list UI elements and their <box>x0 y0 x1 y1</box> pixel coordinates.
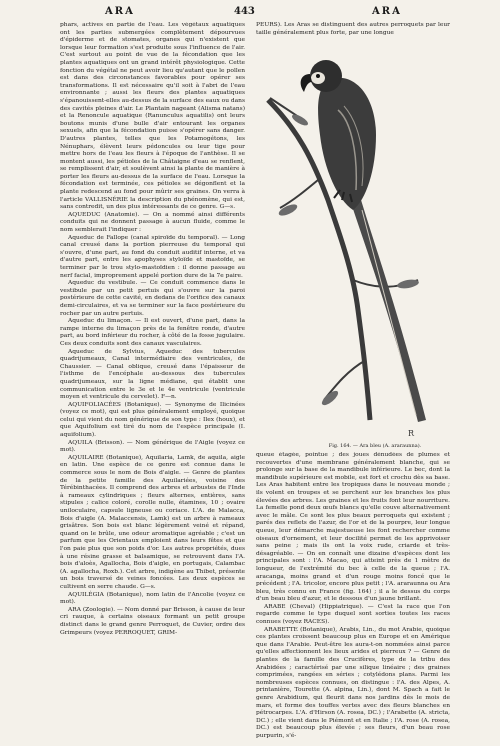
parrot-beak <box>301 74 312 92</box>
left-column <box>60 22 245 742</box>
paragraph-ara-description: queue étagée, pointue ; des joues dénudées de plumes et recouvertes d'une membrane généralement blanche, qui se prolonge sur la base de la mandibule inférieure. Le bec, dont la mandibule supérieure est mobile, est fort et crochu dès sa base. Les Aras habitent entre les tropiques dans le nouveau monde ; ils volent en troupes et se perchent sur les branches les plus élevées des arbres. Les graines et les fruits font leur nourriture. La femelle pond deux œufs blancs qu'elle couve alternativement avec le mâle. Ce sont les plus beaux perroquets qui existent ; parés des reflets de l'azur, de l'or et de la pourpre, leur longue queue, leur démarche majestueuse les font rechercher comme oiseaux d'ornement, et leur docilité permet de les apprivoiser sans peine ; mais ils ont la voix rude, criarde et très-désagréable. — On en connaît une dizaine d'espèces dont les principales sont : l'A. Macao, qui atteint près de 1 mètre de longueur, de l'extrémité du bec à celle de la queue ; l'A. aracanga, moins grand et d'un rouge moins foncé que le précédent ; l'A. tricolor, encore plus petit ; l'A. araraunna ou Ara bleu, très connu en France (fig. 164) ; il a le dessus du corps d'un beau bleu d'azur, et le dessous d'un jaune brillant. <box>256 452 450 603</box>
parrot-drawing <box>258 40 450 442</box>
parrot-illustration <box>258 40 450 442</box>
paragraph-plantes-aquatiques: phars, actives en partie de l'eau. Les végétaux aquatiques ont les parties submergées complètement dépourvues d'épiderme et de stomates, organes qui n'existent que lorsque leur formation s'est produite sous l'influence de l'air. C'est surtout au point de vue de la fécondation que les plantes aquatiques ont un grand intérêt physiologique. Cette fonction du végétal ne peut avoir lieu qu'autant que le pollen est dans des circonstances favorables pour opérer ses transformations. Il est nécessaire qu'il soit à l'abri de l'eau environnante ; aussi les fleurs des plantes aquatiques s'épanouissent-elles au-dessus de la surface des eaux ou dans des cavités pleines d'air. Le Plantain nageant (Alisma natans) et la Renoncule aquatique (Ranunculus aquatilis) ont leurs boutons munis d'une bulle d'air entourant les organes sexuels, afin que la fécondation puisse s'opérer sans danger. D'autres plantes, telles que les Potamogétons, les Nénuphars, élèvent leurs pédoncules ou leur tige pour mettre hors de l'eau les fleurs à l'époque de l'anthèse. Il se montent aussi, les pétioles de la Châtaigne d'eau se renflent, se remplissent d'air, et soulèvent ainsi la plante de manière à porter les fleurs au-dessus de la surface de l'eau. Lorsque la fécondation est terminée, ces pétioles se dégonflent et la plante redescend au fond pour mûrir ses graines. On verra à l'article VALLISNÉRIE la description du phénomène, qui est, sans contredit, un des plus intéressants de ce genre. G—s. <box>60 22 245 211</box>
right-column-bottom <box>256 452 450 742</box>
paragraph-ara-continued: PEURS). Les Aras se distinguent des autres perroquets par leur taille généralement plus forte, par une longue <box>256 22 450 36</box>
paragraph-aquifoliacees: AQUIFOLIACÉES (Botanique). — Synonyme de Ilicinées (voyez ce mot), qui est plus généralement employé, quoique celui qui vient du nom générique de son type : Ilex (houx), et que Aquifolium est tiré du nom de l'espèce principale (I. aquifolium). <box>60 401 245 439</box>
page-number: 443 <box>234 6 255 17</box>
paragraph-aqueduc-sylvius: Aqueduc de Sylvius, Aqueduc des tubercules quadrijumeaux, Canal intermédiaire des ventricules, de Chaussier. — Canal oblique, creusé dans l'épaisseur de l'isthme de l'encéphale au-dessous des tubercules quadrijumeaux, sur la ligne médiane, qui établit une communication entre le 3e et le 4e ventricule (ventricule moyen et ventricule du cervelet). F—n. <box>60 348 245 401</box>
paragraph-aqueduc: AQUEDUC (Anatomie). — On a nommé ainsi différents conduits qui ne donnent passage à aucun fluide, comme le nom semblerait l'indiquer : <box>60 211 245 234</box>
figure-caption: Fig. 164. — Ara bleu (A. araraunna). <box>328 443 422 449</box>
paragraph-aquilaire: AQUILAIRE (Botanique), Aquilaria, Lamk, de aquila, aigle en latin. Une espèce de ce genre est connue dans le commerce sous le nom de Bois d'aigle. — Genre de plantes de la petite famille des Aquilariées, voisine des Térébinthacées. Il comprend des arbres et arbustes de l'Inde à rameaux cylindriques ; fleurs alternes, entières, sans stipules ; calice coloré, corolle nulle, étamines, 10 ; ovaire uniloculaire, capsule ligneuse ou coriace. L'A. de Malacca, Bois d'aigle (A. Malaccensis, Lamk) est un arbre à rameaux grisâtres. Son bois est blanc légèrement veiné et répand, quand on le brûle, une odeur aromatique agréable ; c'est un parfum que les Orientaux emploient dans leurs fêtes et que l'on paie plus que son poids d'or. Les autres propriétés, dues à une résine grasse et balsamique, se retrouvent dans l'A. bois d'aloès, Agallocha, Bois d'aigle, en portugais, Calambac (A. agallocha, Roxb.). Cet arbre, indigène au Thibet, présente un bois traversé de veines foncées. Les deux espèces se cultivent en serre chaude. G—s. <box>60 454 245 590</box>
parrot-tail <box>350 190 426 422</box>
paragraph-arabette: ARABETTE (Botanique), Arabis, Lin., du mot Arabie, quoique ces plantes croissent beaucoup plus en Europe et en Amérique que dans l'Arabie. Peut-être les aura-t-on nommées ainsi parce qu'elles affectionnent les lieux arides et pierreux ? — Genre de plantes de la famille des Crucifères, type de la tribu des Arabidées ; caractérisé par une silique linéaire ; des graines comprimées, rangées en séries ; cotylédons plans. Parmi les nombreuses espèces connues, on distingue : l'A. des Alpes, A. printanière, Tourette (A. alpina, Lin.), dont M. Spach a fait le genre Arabidium, qui fleurit dans nos jardins dès le mois de mars, et forme des touffes vertes avec des fleurs blanches en pétrocarpes. L'A. d'Hirson (A. rosea, DC.) ; l'Arabette (A. stricta, DC.) ; elle vient dans le Piémont et en Italie ; l'A. rose (A. rosea, DC.) est beaucoup plus élevée ; ses fleurs, d'un beau rose purpurin, s'é- <box>256 626 450 739</box>
paragraph-aqueduc-fallope: Aqueduc de Fallope (canal spiroïde du temporal). — Long canal creusé dans la portion pierreuse du temporal qui s'ouvre, d'une part, au fond du conduit auditif interne, et va d'autre part, entre les apophyses styloïde et mastoïde, se terminer par le trou stylo-mastoïdien : il donne passage au nerf facial, improprement appelé portion dure de la 7e paire. <box>60 234 245 279</box>
paragraph-aquila: AQUILA (Brisson). — Nom générique de l'Aigle (voyez ce mot). <box>60 439 245 454</box>
paragraph-aqueduc-limacon: Aqueduc du limaçon. — Il est ouvert, d'une part, dans la rampe interne du limaçon près de la fenêtre ronde, d'autre part, au bord inférieur du rocher, à côté de la fosse jugulaire. Ces deux conduits sont des canaux vasculaires. <box>60 318 245 347</box>
running-head-left: ARA <box>105 6 135 17</box>
paragraph-aquilegia: AQUILÉGIA (Botanique), nom latin de l'Ancolie (voyez ce mot). <box>60 591 245 606</box>
paragraph-arabe: ARABE (Cheval) (Hippiatrique). — C'est la race que l'on regarde comme le type duquel sont sorties toutes les races connues (voyez RACES). <box>256 603 450 626</box>
right-column-top <box>256 22 450 40</box>
page-header <box>0 6 500 20</box>
artist-signature: R <box>408 429 415 438</box>
paragraph-aqueduc-vestibule: Aqueduc du vestibule. — Ce conduit commence dans le vestibule par un petit pertuis qui s'ouvre sur la paroi postérieure de cette cavité, en dedans de l'orifice des canaux demi-circulaires, et va se terminer sur la face postérieure du rocher par un autre pertuis. <box>60 280 245 317</box>
paragraph-ara: ARA (Zoologie). — Nom donné par Brisson, à cause de leur cri rauque, à certains oiseaux formant un petit groupe distinct dans le grand genre Perroquet, de Cuvier, ordre des Grimpeurs (voyez PERROQUET, GRIM- <box>60 606 245 636</box>
running-head-right: ARA <box>372 6 402 17</box>
